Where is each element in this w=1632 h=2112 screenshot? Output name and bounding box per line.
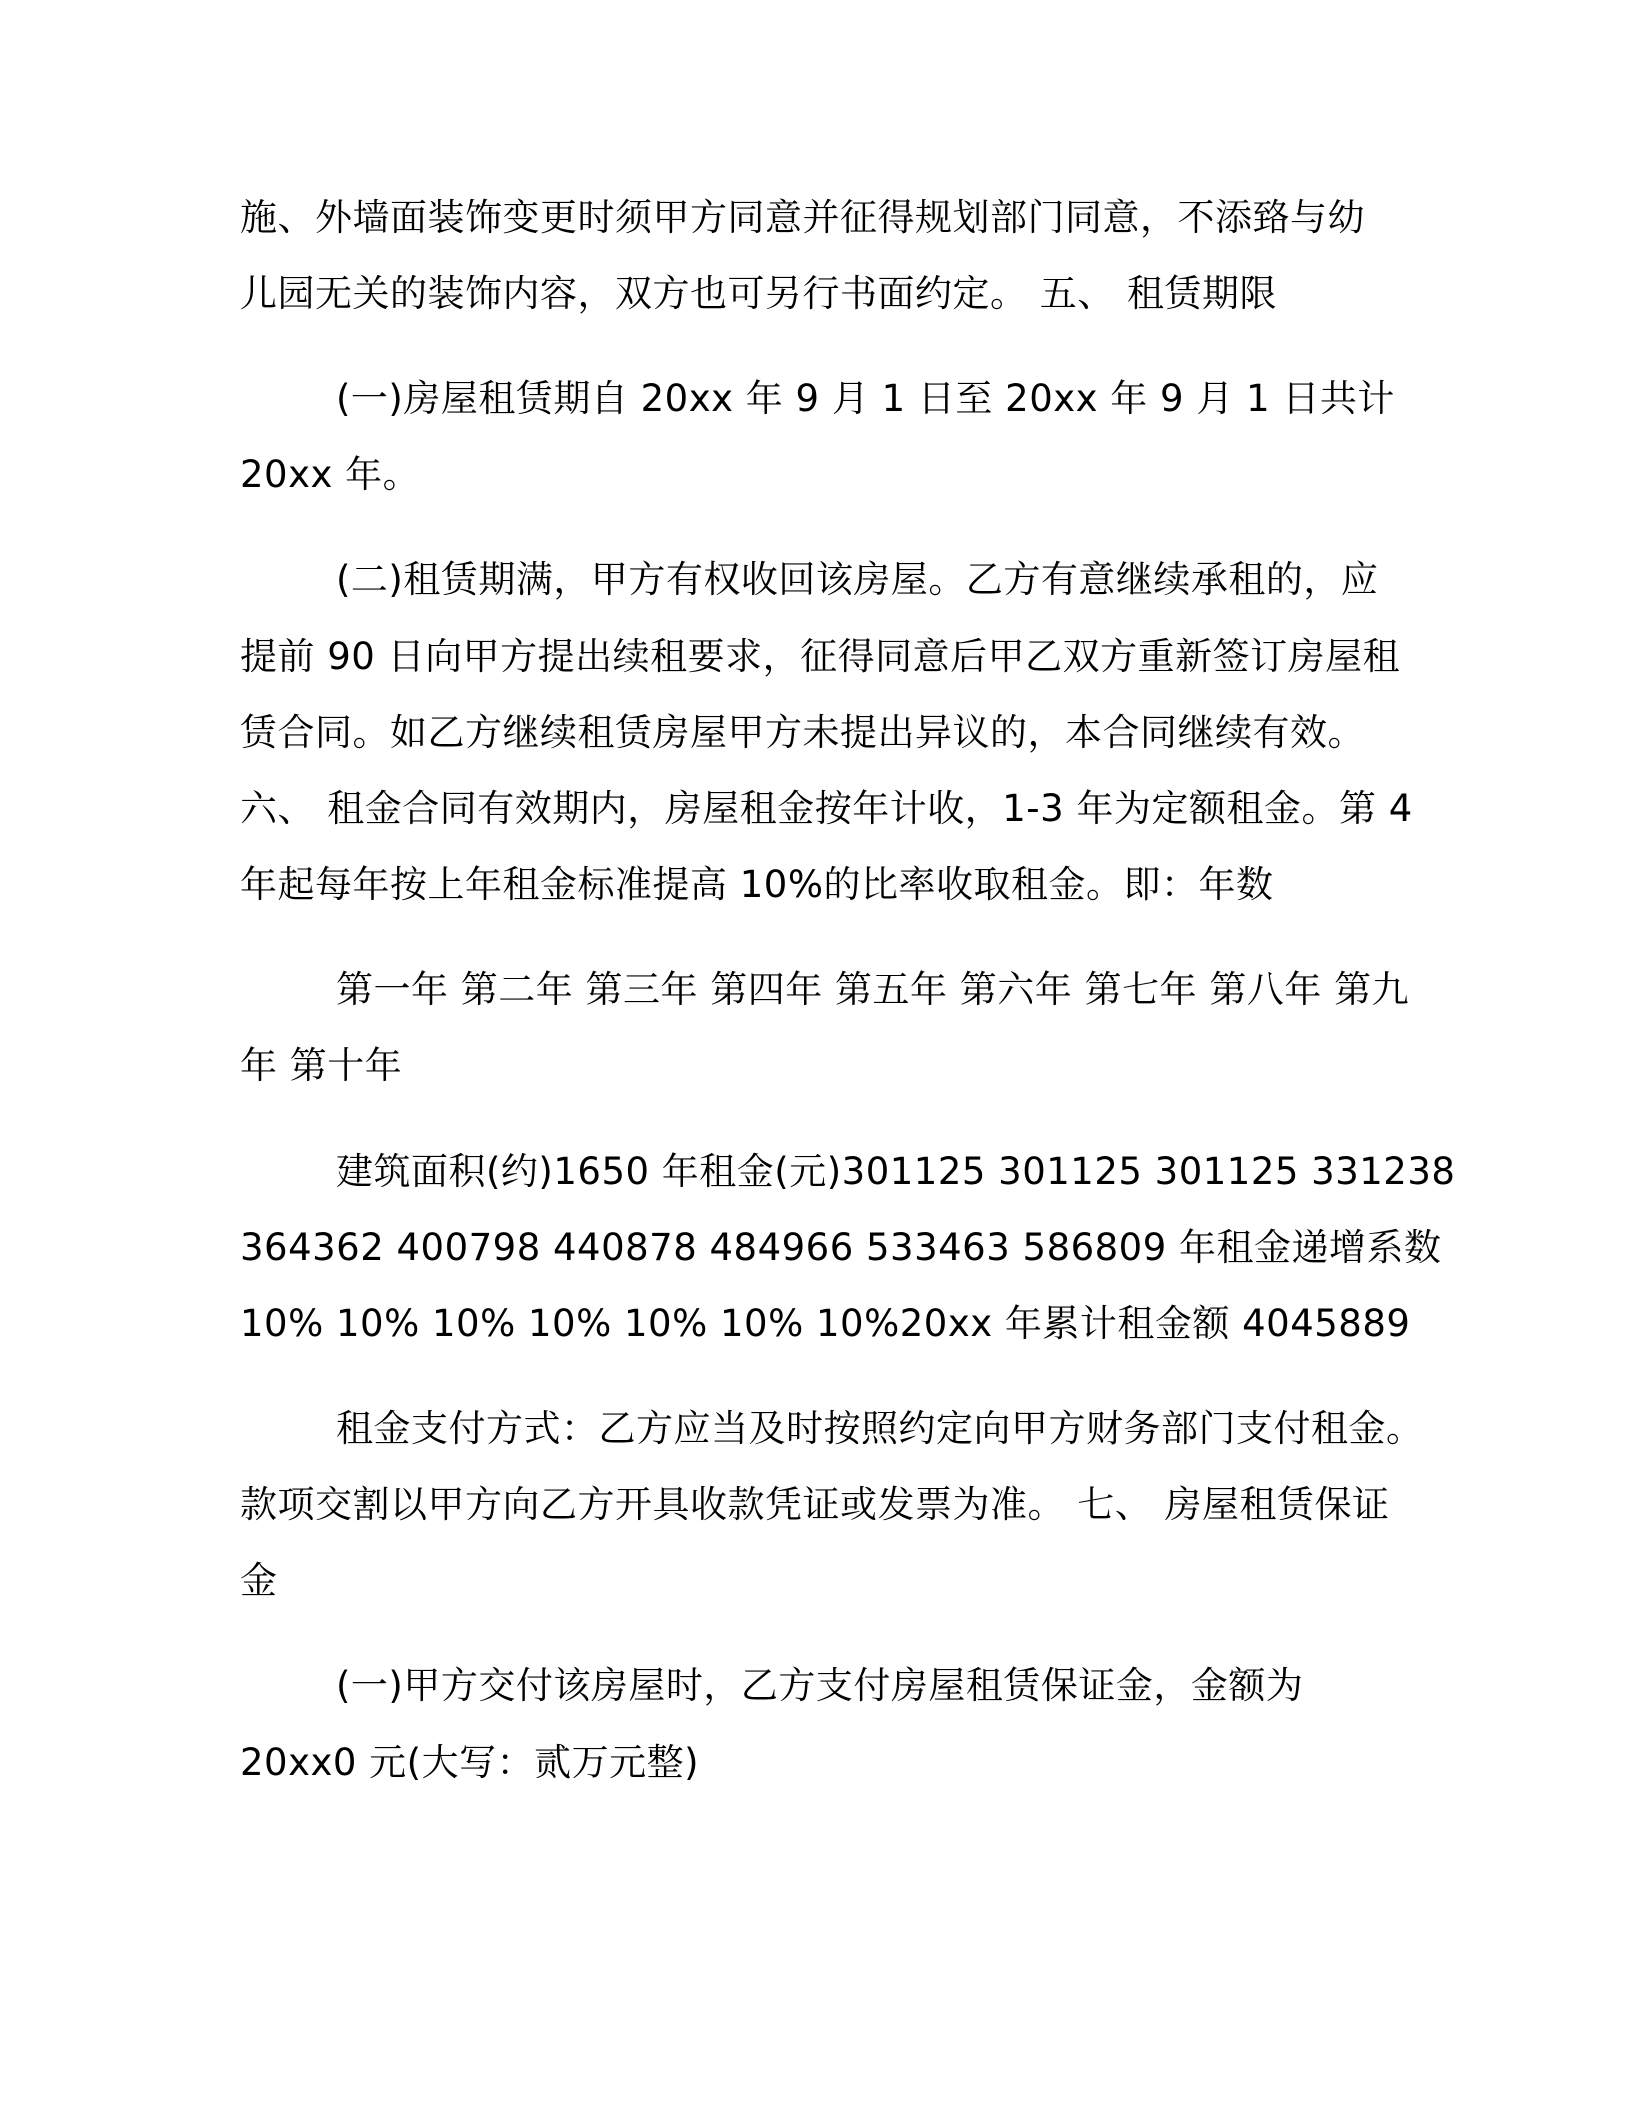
paragraph-line: 施、外墙面装饰变更时须甲方同意并征得规划部门同意，不添臵与幼 [240,196,1365,239]
paragraph-line: 租金支付方式：乙方应当及时按照约定向甲方财务部门支付租金。 [336,1407,1424,1450]
paragraph-line: 儿园无关的装饰内容，双方也可另行书面约定。 五、 租赁期限 [240,272,1278,315]
paragraph-line: 六、 租金合同有效期内，房屋租金按年计收，1-3 年为定额租金。第 4 [240,787,1413,830]
table-header-line: 第一年 第二年 第三年 第四年 第五年 第六年 第七年 第八年 第九 [336,968,1410,1011]
paragraph-line: 年起每年按上年租金标准提高 10%的比率收取租金。即：年数 [240,863,1274,906]
table-data-line: 建筑面积(约)1650 年租金(元)301125 301125 301125 331238 [336,1150,1456,1193]
table-data-line: 10% 10% 10% 10% 10% 10% 10%20xx 年累计租金额 4045889 [240,1302,1411,1345]
paragraph-line: 金 [240,1559,278,1602]
paragraph-line: (二)租赁期满，甲方有权收回该房屋。乙方有意继续承租的，应 [336,558,1379,601]
paragraph-line: (一)甲方交付该房屋时，乙方支付房屋租赁保证金，金额为 [336,1664,1304,1707]
table-data-line: 364362 400798 440878 484966 533463 586809 年租金递增系数 [240,1226,1442,1269]
table-header-line: 年 第十年 [240,1044,403,1087]
paragraph-line: 20xx0 元(大写：贰万元整) [240,1741,700,1784]
paragraph-line: (一)房屋租赁期自 20xx 年 9 月 1 日至 20xx 年 9 月 1 日共计 [336,377,1395,420]
paragraph-line: 20xx 年。 [240,453,421,496]
paragraph-line: 赁合同。如乙方继续租赁房屋甲方未提出异议的，本合同继续有效。 [240,711,1365,754]
paragraph-line: 提前 90 日向甲方提出续租要求，征得同意后甲乙双方重新签订房屋租 [240,635,1401,678]
paragraph-line: 款项交割以甲方向乙方开具收款凭证或发票为准。 七、 房屋租赁保证 [240,1483,1390,1526]
